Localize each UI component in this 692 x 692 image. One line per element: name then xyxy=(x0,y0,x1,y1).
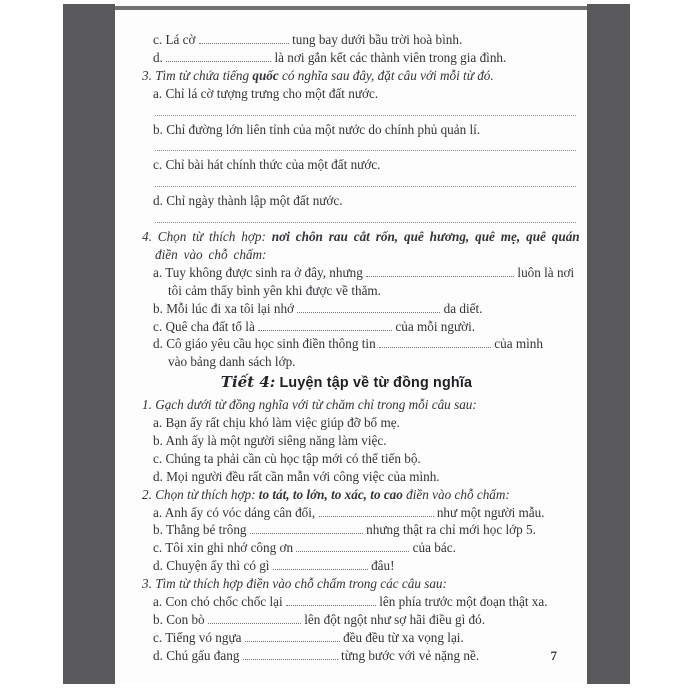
text-run: a. Chỉ lá cờ tượng trưng cho một đất nước. xyxy=(153,85,379,101)
exercise-line xyxy=(115,414,578,432)
text-run: điền vào chỗ chấm: xyxy=(402,486,510,502)
text-run: c. Chỉ bài hát chính thức của một đất nước. xyxy=(153,157,381,173)
lesson-heading xyxy=(115,374,578,393)
text-run: là nơi gắn kết các thành viên trong gia đình. xyxy=(271,49,507,65)
text-run: d. Mọi người đều rất cần mẫn với công việc của mình. xyxy=(153,468,440,484)
text-run: 1. Gạch dưới từ đồng nghĩa với từ chăm chỉ trong mỗi câu sau: xyxy=(142,397,477,413)
dotted-rule xyxy=(155,138,576,151)
fill-blank-dots xyxy=(208,611,301,624)
text-run: của mình xyxy=(490,336,543,352)
fill-blank-dots xyxy=(366,264,514,277)
dotted-rule xyxy=(155,210,576,223)
text-run: c. Lá cờ xyxy=(153,32,199,47)
book-photo xyxy=(63,4,630,684)
exercise-line xyxy=(115,629,578,647)
text-run: tung bay dưới bầu trời hoà bình. xyxy=(288,32,463,47)
text-run: d. xyxy=(153,49,167,65)
text-run: 4. Chọn từ thích hợp: xyxy=(142,228,272,244)
text-run: luôn là nơi xyxy=(514,264,575,280)
page-number: 7 xyxy=(550,648,557,663)
exercise-line xyxy=(115,300,578,318)
text-run: lên đột ngột như sợ hãi điều gì đó. xyxy=(300,612,486,627)
exercise-line xyxy=(115,432,578,450)
text-run: nhưng thật ra chỉ mới học lớp 5. xyxy=(362,522,536,538)
exercise-line xyxy=(115,468,578,486)
exercise-line xyxy=(115,121,578,139)
text-run: c. Tôi xin ghi nhớ công ơn xyxy=(153,540,297,556)
exercise-line xyxy=(115,557,578,575)
text-run: a. Tuy không được sinh ra ở đây, nhưng xyxy=(153,264,367,280)
text-run: b. Con bò xyxy=(153,612,208,627)
dotted-rule xyxy=(155,174,576,187)
exercise-line xyxy=(115,31,578,49)
text-run: 3. Tìm từ chứa tiếng xyxy=(142,67,253,83)
text-run: b. Thằng bé trông xyxy=(153,522,250,538)
text-run: c. Quê cha đất tổ là xyxy=(153,318,259,334)
text-run: như một người mẫu. xyxy=(433,504,545,520)
fill-blank-dots xyxy=(199,31,289,44)
text-run: a. Anh ấy có vóc dáng cân đối, xyxy=(153,504,319,520)
text-run: b. Chỉ đường lớn liên tỉnh của một nước do chính phủ quản lí. xyxy=(153,121,481,137)
answer-dotted-line xyxy=(115,174,578,192)
text-run: 2. Chọn từ thích hợp: xyxy=(142,486,259,502)
text-run: a. Con chó chốc chốc lại xyxy=(153,594,286,610)
text-run: quốc xyxy=(252,67,279,83)
exercise-line xyxy=(115,335,578,371)
text-run: điền vào chỗ chấm: xyxy=(155,246,267,262)
fill-blank-dots xyxy=(319,504,434,517)
dotted-rule xyxy=(155,103,576,116)
exercise-instruction xyxy=(115,396,578,414)
exercise-line xyxy=(115,264,578,300)
answer-dotted-line xyxy=(115,138,578,156)
fill-blank-dots xyxy=(166,49,271,62)
text-run: tôi cảm thấy bình yên khi được về thăm. xyxy=(168,282,381,298)
book-page xyxy=(115,4,587,684)
answer-dotted-line xyxy=(115,210,578,228)
text-run: đều đều từ xa vọng lại. xyxy=(339,629,464,645)
text-run: 3. Tìm từ thích hợp điền vào chỗ chấm trong các câu sau: xyxy=(142,576,447,592)
fill-blank-dots xyxy=(273,557,368,570)
text-run: d. Chuyện ấy thì có gì xyxy=(153,558,273,574)
text-run: d. Chú gấu đang xyxy=(153,647,243,663)
fill-blank-dots xyxy=(258,318,392,331)
fill-blank-dots xyxy=(286,593,376,606)
text-run: d. Cô giáo yêu cầu học sinh điền thông tin xyxy=(153,336,379,352)
text-run: của bác. xyxy=(409,540,456,556)
text-run: Tiết 4: xyxy=(220,373,276,392)
exercise-line xyxy=(115,49,578,67)
exercise-line xyxy=(115,611,578,629)
fill-blank-dots xyxy=(297,300,440,313)
text-run: to tát, to lớn, to xác, to cao xyxy=(258,486,403,502)
exercise-line xyxy=(115,318,578,336)
page-content xyxy=(115,31,578,665)
text-run: của mỗi người. xyxy=(392,318,476,334)
text-run: Luyện tập về từ đồng nghĩa xyxy=(275,375,473,392)
exercise-line xyxy=(115,450,578,468)
backdrop-left-bar xyxy=(63,4,115,684)
exercise-line xyxy=(115,521,578,539)
text-run: đâu! xyxy=(367,558,395,574)
fill-blank-dots xyxy=(243,647,338,660)
text-run: c. Chúng ta phải cần cù học tập mới có thể tiến bộ. xyxy=(153,450,421,466)
text-run: b. Anh ấy là một người siêng năng làm việc. xyxy=(153,432,387,448)
exercise-instruction xyxy=(115,67,578,85)
fill-blank-dots xyxy=(379,335,491,348)
fill-blank-dots xyxy=(250,521,363,534)
text-run: c. Tiếng vó ngựa xyxy=(153,629,245,645)
text-run: nơi chôn rau cắt rốn, quê hương, quê mẹ, quê quán xyxy=(271,228,580,244)
page-top-edge-shadow xyxy=(115,6,587,10)
text-run: vào bảng danh sách lớp. xyxy=(168,354,296,370)
fill-blank-dots xyxy=(296,539,409,552)
exercise-line xyxy=(115,192,578,210)
text-run: có nghĩa sau đây, đặt câu với mỗi từ đó. xyxy=(278,67,494,83)
text-run: b. Mỗi lúc đi xa tôi lại nhớ xyxy=(153,300,298,316)
exercise-line xyxy=(115,593,578,611)
text-run: lên phía trước một đoạn thật xa. xyxy=(375,594,548,610)
exercise-line xyxy=(115,504,578,522)
exercise-line xyxy=(115,647,578,665)
text-run: d. Chỉ ngày thành lập một đất nước. xyxy=(153,193,343,209)
fill-blank-dots xyxy=(245,629,340,642)
exercise-line xyxy=(115,85,578,103)
text-run: a. Bạn ấy rất chịu khó làm việc giúp đỡ bố mẹ. xyxy=(153,415,400,431)
exercise-instruction xyxy=(115,486,578,504)
exercise-instruction xyxy=(115,228,578,264)
exercise-instruction xyxy=(115,575,578,593)
text-run: da diết. xyxy=(440,300,483,316)
exercise-line xyxy=(115,539,578,557)
exercise-line xyxy=(115,156,578,174)
answer-dotted-line xyxy=(115,103,578,121)
backdrop-right-bar xyxy=(587,4,630,684)
text-run: từng bước với vẻ nặng nề. xyxy=(337,647,480,663)
